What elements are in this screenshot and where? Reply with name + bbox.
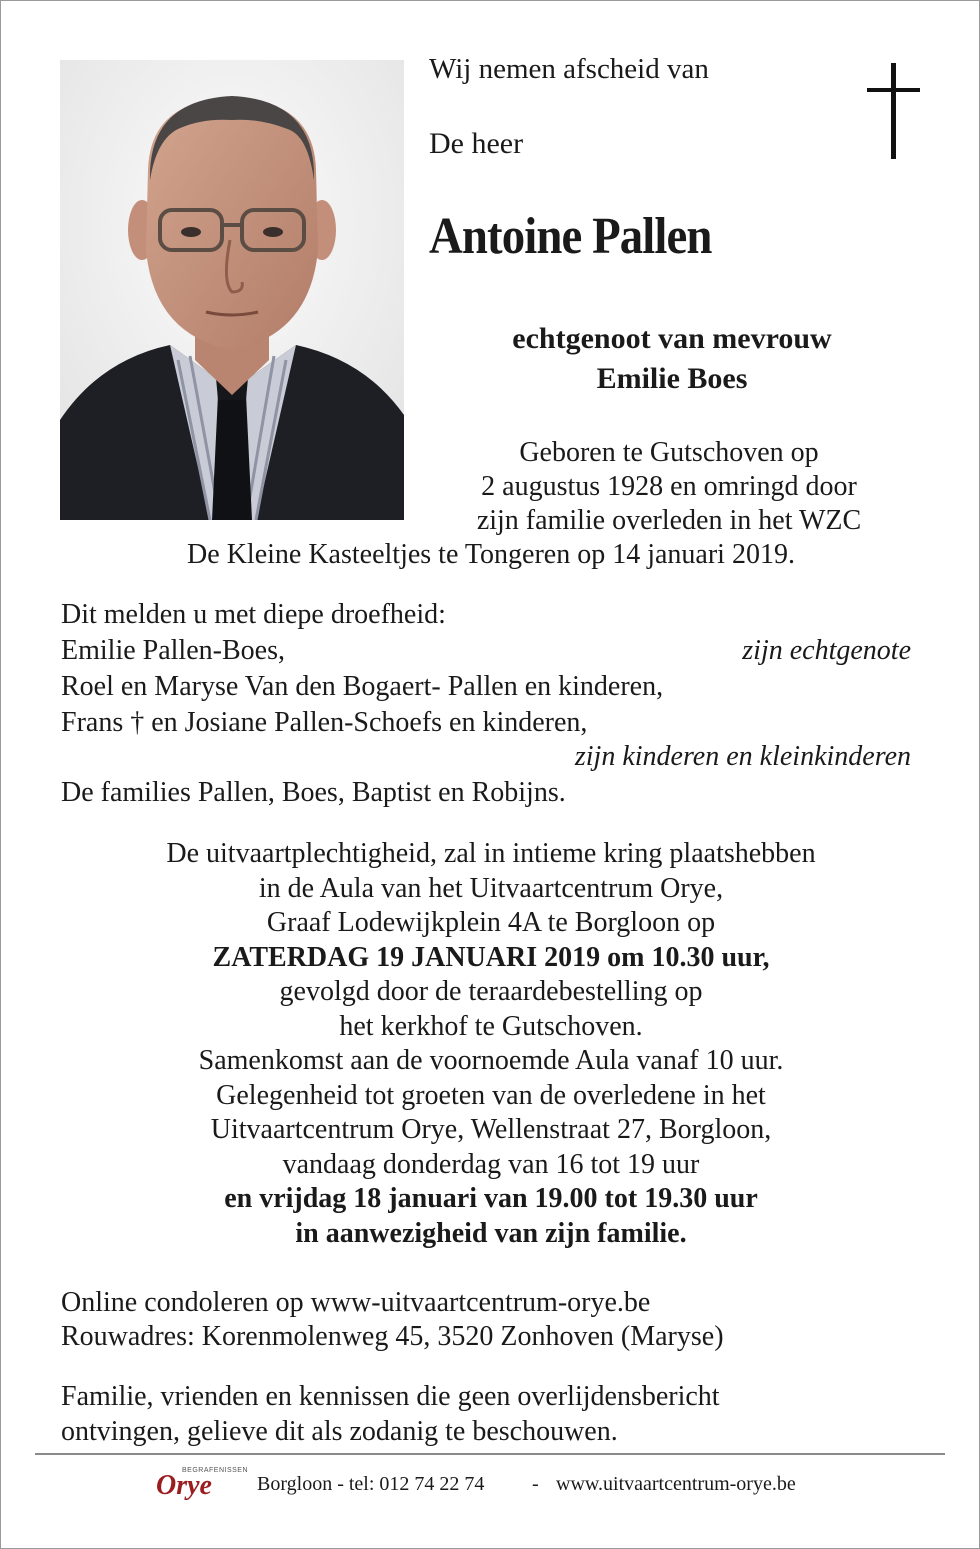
ceremony-line-11: en vrijdag 18 januari van 19.00 tot 19.30 uur [224,1183,758,1214]
mourners-intro: Dit melden u met diepe droefheid: [61,599,446,630]
ceremony-line-12: in aanwezigheid van zijn familie. [295,1217,687,1249]
birth-line-2: 2 augustus 1928 en omringd door [481,471,857,502]
title-prefix: De heer [429,127,524,160]
ceremony-line-9: Uitvaartcentrum Orye, Wellenstraat 27, Borgloon, [210,1114,772,1145]
spouse-line-2: Emilie Boes [596,362,748,395]
birth-line-3: zijn familie overleden in het WZC [476,505,862,536]
ceremony-date: ZATERDAG 19 JANUARI 2019 om 10.30 uur, [212,941,770,973]
ceremony-line-6: het kerkhof te Gutschoven. [339,1010,643,1042]
portrait-illustration [60,60,404,520]
mourner-row-4: De families Pallen, Boes, Baptist en Robijns. [61,777,566,808]
mourner-role-2: zijn kinderen en kleinkinderen [574,741,911,772]
online-condolence: Online condoleren op www-uitvaartcentrum-orye.be [61,1287,651,1318]
deceased-name: Antoine Pallen [429,208,712,265]
ceremony-line-1: De uitvaartplechtigheid, zal in intieme kring plaatshebben [166,838,816,869]
footer-location-phone: Borgloon - tel: 012 74 22 74 [257,1473,485,1495]
mourner-row-2: Roel en Maryse Van den Bogaert- Pallen en kinderen, [61,671,664,702]
orye-logo [156,1466,249,1506]
ceremony-line-10: vandaag donderdag van 16 tot 19 uur [282,1148,700,1180]
spouse-block [419,319,925,399]
mourner-row-1: Emilie Pallen-Boes, [61,635,285,666]
spouse-line-1: echtgenoot van mevrouw [512,322,832,355]
ceremony-line-2: in de Aula van het Uitvaartcentrum Orye, [258,872,724,904]
birth-block [411,436,927,538]
ceremony-line-7: Samenkomst aan de voornoemde Aula vanaf 10 uur. [198,1045,784,1076]
birth-line-1: Geboren te Gutschoven op [519,437,819,468]
cross-icon [867,63,923,159]
notice-line-1: Familie, vrienden en kennissen die geen overlijdensbericht [61,1381,720,1412]
ceremony-block [61,837,921,1251]
ceremony-line-5: gevolgd door de teraardebestelling op [279,976,703,1007]
portrait-photo [60,60,404,520]
logo-wordmark: Orye [156,1470,212,1501]
footer-website-link[interactable]: www.uitvaartcentrum-orye.be [556,1473,796,1495]
ceremony-line-8: Gelegenheid tot groeten van de overledene in het [216,1079,766,1111]
intro-line: Wij nemen afscheid van [429,53,709,85]
notice-line-2: ontvingen, gelieve dit als zodanig te beschouwen. [61,1416,618,1447]
logo-tagline: BEGRAFENISSEN [182,1467,249,1474]
footer-separator: - [532,1473,539,1495]
mourner-row-3: Frans † en Josiane Pallen-Schoefs en kinderen, [61,707,588,738]
mourner-role-1: zijn echtgenote [742,635,911,666]
footer-divider [35,1453,945,1455]
ceremony-line-3: Graaf Lodewijkplein 4A te Borgloon op [266,907,716,938]
birth-line-4: De Kleine Kasteeltjes te Tongeren op 14 januari 2019. [187,539,795,570]
mourning-address: Rouwadres: Korenmolenweg 45, 3520 Zonhoven (Maryse) [61,1321,724,1352]
